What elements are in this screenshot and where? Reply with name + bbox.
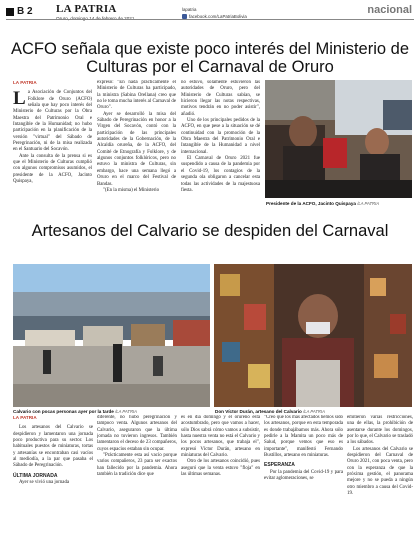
article2-paragraph: Ayer se vivió una jornada [19,480,70,486]
social-links [182,6,247,20]
facebook-link: facebook.com/LaPatriaBolivia [182,13,247,20]
article2-headline: Artesanos del Calvario se despiden del Carnaval [31,222,389,240]
article2-subhead: ÚLTIMA JORNADA [13,472,58,479]
photo3-caption: Don Víctor Durán, artesano del Calvario /LA PATRIA [215,409,325,414]
calvario-street-photo [13,264,210,407]
page-number-text: B 2 [17,6,33,17]
page-marker-icon [6,8,14,16]
section-name: nacional [367,4,412,16]
article1-column-3 [181,80,260,212]
drop-cap: L [13,88,26,110]
article2-paragraph: es en día domingo y el orureño está acostumbrado, pero que vamos a hacer, sólo Dios sabrá cómo vamos a subsistir, hasta nuestra venta no está el Calvario y los pocos artesanos, que trabaja el", expresó Víctor Durán, artesano en miniaturas del Calvario. [181,415,260,459]
page-header [0,0,420,36]
article2-paragraph: emitieron varias restricciones, una de ellas, la prohibición de asentarse durante los domingos, por lo que, el Calvario se trasladó a los sábados. [347,415,413,446]
article2-column-1 [13,415,93,531]
article1-paragraph: "(En la misma) el Ministerio [103,187,160,193]
article2-paragraph: diferente, no hubo peregrinación y tampoco venta. Algunos artesanos del Calvario, aseguraron que la última jornada no tuvieron ingresos. También lamentaron el deceso de 23 compañeros, cuyos espacios estaban sin ocupar. [97,415,177,452]
photo1-caption: Presidente de la ACFO, Jacinto Quispaya /LA PATRIA [266,201,380,206]
article1-paragraph: no estuvo, solamente estuvieron las autoridades de Oruro, pero del Ministerio de Culturas sabían, se hicieron llegar las notas respectivas, motivos tendrán en no poder asistir", añadió. [181,80,260,117]
header-divider [6,19,414,20]
article2-paragraph: "Creo que los más afectados hemos sido los artesanos, porque en esta temporada es donde trabajábamos más. Ahora sólo pedirle a la Mamita un poco más de Salud, porque vemos que eso es importante", manifestó Fernando Bustillos, artesano en miniaturas. [264,415,343,459]
photo2-caption: Calvario con pocas personas ayer por la tarde /LA PATRIA [13,409,137,414]
article1-headline: ACFO señala que existe poco interés del Ministerio de Culturas por el Carnaval de Oruro [10,40,410,77]
article2-subhead: ESPERANZA [264,462,295,469]
article2-column-5 [347,415,413,531]
article1-lead: La Asociación de Conjuntos del Folklore de Oruro (ACFO) señala que hay poco interés del Ministerio de Culturas por la Obra Maestra del Patrimonio Oral e Intangible de la Humanidad; no hubo participación en la planificación de la versión "virtual" del Sábado de Peregrinación, ni de la misa realizada en el Santuario del Socavón. [13,88,92,153]
article2-paragraph: Los artesanos del Calvario se despidieron y lamentaron una jornada poco productiva para su sector. Los habituales puestos de miniaturas, tortas y artesanías se encontraban casi vacíos al mediodía, a la par que pasaba el Sábado de Peregrinación. [13,425,93,469]
article1-paragraph: expresó: "En nada prácticamente el Ministerio de Culturas ha participado, la ministra (Sabina Orellana) creo que no le toma mucha interés al Carnaval de Oruro". [97,80,176,111]
article2-column-2 [97,415,177,531]
page-number [6,6,33,17]
article2-paragraph: Otro de los artesanos coincidió, pues aseguró que la venta estuvo "floja" en las últimas semanas. [181,459,260,478]
article1-paragraph: Ayer se desarrolló la misa del Sábado de Peregrinación en honor a la Virgen del Socavón, contó con la participación de las principales autoridades de la Gobernación, de la Alcaldía orureña, de la ACFO, del Comité de Etnografía y Folklore, y de algunos conjuntos folklóricos, pero no estuvo la ministra de Culturas, sin embargo, hace una semana llegó a Oruro en el marco del Festival de Bandas. [97,111,176,187]
article1-tag: LA PATRIA [13,80,37,85]
artisan-portrait-photo [214,264,412,407]
article2-paragraph: Los artesanos del Calvario se despidieron del Carnaval de Oruro 2021, con poca venta, pero con la esperanza de que la próxima gestión, el panorama mejore y no se pueda a ningún otro miembro a causa del Covid-19. [347,446,413,497]
article2-column-4 [264,415,343,531]
paper-name: LA PATRIA [56,3,117,15]
article1-column-1 [13,80,92,212]
article1-paragraph: Ante la consulta de la prensa si es que el Ministerio de Culturas cumplió con algunos compromisos asumidos, el presidente de la ACFO, Jacinto Quispaya, [13,153,92,185]
article2-paragraph: "Prácticamente esta así vacío porque varios compañeros, 23 para ser exactos han fallecido por la pandemia. Ahora también la tradición dice que [97,453,177,478]
article2-paragraph: Por la pandemia del Covid-19 y para evitar aglomeraciones, se [264,469,343,482]
article1-paragraph: Uno de los principales pedidos de la ACFO, en que pese a la situación se dé continuidad con la promoción de la Obra Maestra del Patrimonio Oral e Intangible de la Humanidad a nivel internacional. [181,118,260,155]
social-handle: lapatria [182,7,197,12]
acfo-president-photo [265,80,412,198]
article1-paragraph: El Carnaval de Oruro 2021 fue suspendido a causa de la pandemia por el Covid-19, los contagios de la segunda ola obligaron a cancelar esta todas las actividades de la majestuosa fiesta. [181,156,260,193]
article2-column-3 [181,415,260,531]
article2-tag: LA PATRIA [13,415,37,420]
article1-column-2 [97,80,176,212]
